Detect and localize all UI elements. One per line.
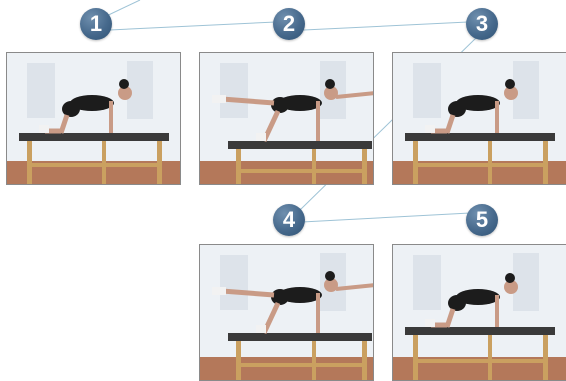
exercise-photo-5 — [392, 244, 566, 381]
connector-2-3 — [304, 22, 468, 30]
step-badge-3: 3 — [466, 8, 498, 40]
exercise-photo-4 — [199, 244, 374, 381]
step-badge-5: 5 — [466, 204, 498, 236]
exercise-photo-2 — [199, 52, 374, 185]
exercise-photo-1 — [6, 52, 181, 185]
step-badge-1: 1 — [80, 8, 112, 40]
connector-4-5 — [302, 213, 470, 222]
step-badge-2: 2 — [273, 8, 305, 40]
exercise-photo-3 — [392, 52, 566, 185]
step-badge-4: 4 — [273, 204, 305, 236]
connector-1-2 — [110, 22, 276, 30]
